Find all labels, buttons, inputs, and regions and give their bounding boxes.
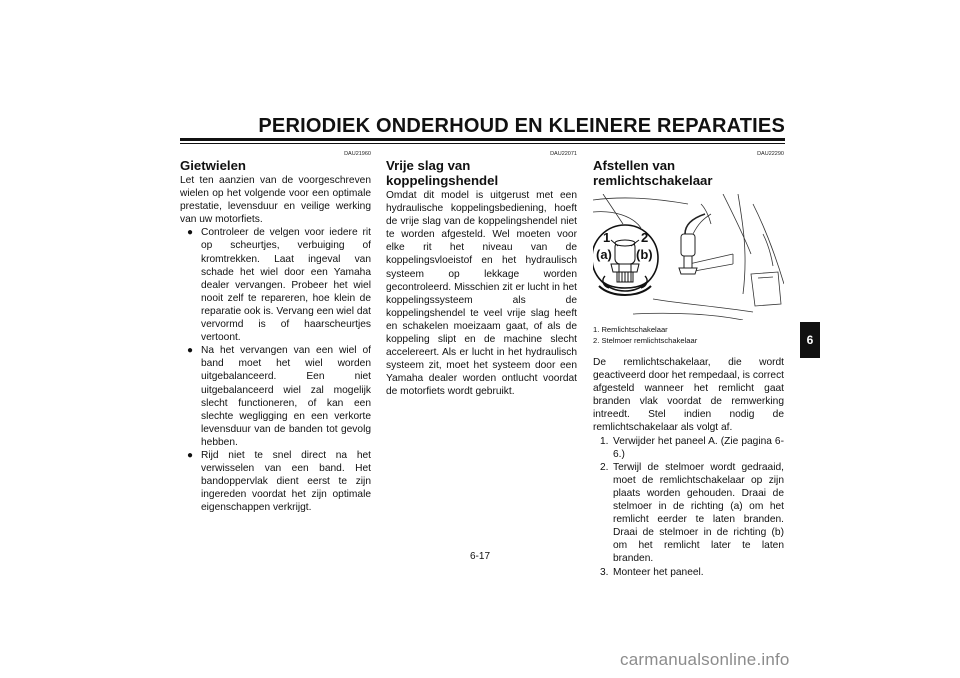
header-rule bbox=[180, 138, 785, 141]
section-code: DAU22290 bbox=[757, 151, 784, 157]
bullet-text: Na het vervangen van een wiel of band moet het wiel worden uitgebalanceerd. Een niet uitgebalanceerd wiel zal mogelijk slecht functioneren, of kan een slechte wegligging en een verkorte levensduur van de banden tot gevolg hebben. bbox=[201, 345, 371, 448]
column-cast-wheels bbox=[180, 150, 371, 514]
page-title: PERIODIEK ONDERHOUD EN KLEINERE REPARATIES bbox=[258, 115, 785, 137]
step-text: Monteer het paneel. bbox=[613, 566, 704, 578]
step-number: 3. bbox=[600, 566, 609, 578]
callout-label-1: 1 bbox=[603, 230, 611, 245]
chapter-tab: 6 bbox=[800, 322, 820, 358]
bullet-text: Rijd niet te snel direct na het verwisselen van een band. Het bandoppervlak dient eerst te zijn ingereden voordat het zijn optimale eigenschappen verkrijgt. bbox=[201, 449, 371, 514]
section-intro: Let ten aanzien van de voorgeschreven wielen op het volgende voor een optimale prestatie, levensduur en veilige werking van uw motorfiets. bbox=[180, 175, 371, 226]
section-body: Omdat dit model is uitgerust met een hydraulische koppelingsbediening, hoeft de vrije slag van de koppelingshendel niet te worden afgesteld. Wel moeten voor elke rit het niveau van de koppelingsvloeistof en het hydraulisch systeem op lekkage worden gecontroleerd. Misschien zit er lucht in het koppelingssysteem als de koppelingshendel te veel vrije slag heeft en schakelen moeizaam gaat, of als de koppeling slipt en de machine slecht accelereert. Als er lucht in het hydraulisch systeem zit, moet het systeem door een Yamaha dealer worden ontlucht voordat de motorfiets wordt gebruikt. bbox=[386, 190, 577, 398]
step-item bbox=[593, 566, 784, 579]
caption-item: 1. Remlichtschakelaar bbox=[593, 325, 668, 334]
spacer bbox=[593, 346, 784, 356]
bullet-icon: ● bbox=[187, 227, 194, 239]
column-brake-light-switch bbox=[593, 150, 784, 579]
brake-switch-drawing bbox=[593, 194, 784, 320]
step-number: 2. bbox=[600, 461, 609, 473]
section-code: DAU21960 bbox=[344, 151, 371, 157]
section-code: DAU22071 bbox=[550, 151, 577, 157]
callout-label-2: 2 bbox=[641, 230, 649, 245]
bullet-text: Controleer de velgen voor iedere rit op scheurtjes, verbuiging of kromtrekken. Laat ingeval van schade het wiel door een Yamaha dealer vervangen. Probeer het wiel nooit zelf te repareren, hoe klein de reparatie ook is. Vervang een wiel dat vervormd is of haarscheurtjes vertoont. bbox=[201, 227, 371, 344]
direction-label-b: (b) bbox=[636, 247, 653, 262]
direction-label-a: (a) bbox=[596, 247, 612, 262]
bullet-item bbox=[180, 449, 371, 514]
page-number: 6-17 bbox=[469, 551, 490, 562]
section-heading: Afstellen van remlichtschakelaar bbox=[593, 158, 713, 188]
step-number: 1. bbox=[600, 435, 609, 447]
header-rule-thin bbox=[180, 143, 785, 144]
step-text: Terwijl de stelmoer wordt gedraaid, moet de remlichtschakelaar op zijn plaats worden gehouden. Draai de stelmoer in de richting (a) om het remlicht eerder te laten branden. Draai de stelmoer in de richting (b) om het remlicht later te laten branden. bbox=[613, 461, 784, 565]
bullet-item bbox=[180, 226, 371, 344]
column-clutch-lever bbox=[386, 150, 577, 399]
watermark: carmanualsonline.info bbox=[620, 650, 790, 669]
section-heading: Vrije slag van koppelingshendel bbox=[386, 158, 499, 188]
step-item bbox=[593, 435, 784, 461]
bullet-item bbox=[180, 344, 371, 449]
section-intro: De remlichtschakelaar, die wordt geactiveerd door het rempedaal, is correct afgesteld wanneer het remlicht gaat branden vlak voordat de remwerking intreedt. Stel indien nodig de remlichtschakelaar als volgt af. bbox=[593, 357, 784, 434]
bullet-icon: ● bbox=[187, 345, 194, 357]
brake-switch-illustration bbox=[593, 194, 784, 320]
bullet-icon: ● bbox=[187, 449, 194, 461]
step-item bbox=[593, 461, 784, 566]
caption-item: 2. Stelmoer remlichtschakelaar bbox=[593, 336, 698, 345]
section-heading: Gietwielen bbox=[180, 158, 246, 173]
step-text: Verwijder het paneel A. (Zie pagina 6-6.) bbox=[613, 435, 784, 460]
figure-caption bbox=[593, 324, 784, 346]
